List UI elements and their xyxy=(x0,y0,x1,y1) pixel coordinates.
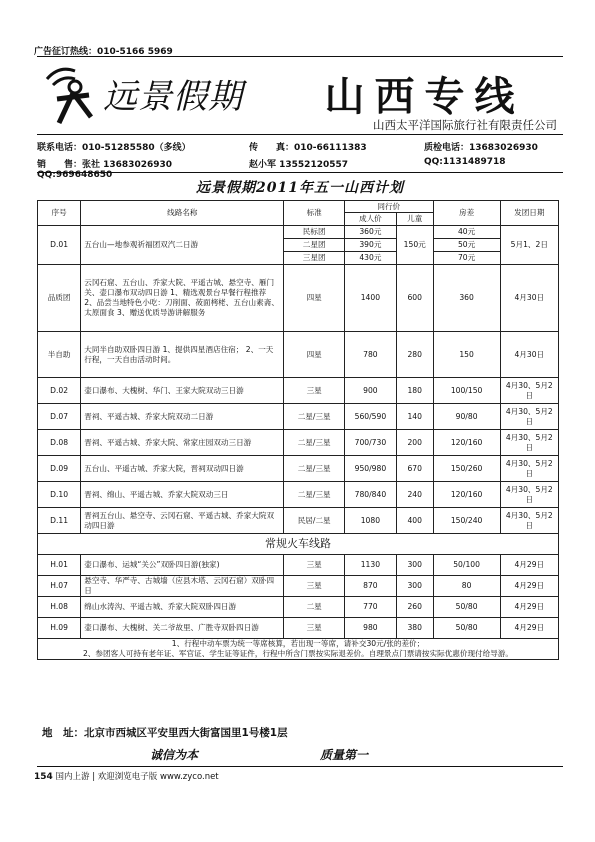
cell-child: 180 xyxy=(396,378,433,404)
cell-single: 90/80 xyxy=(433,404,500,430)
cell-depart: 4月29日 xyxy=(500,597,558,618)
plan-title: 远景假期2011年五一山西计划 xyxy=(196,180,404,196)
table-row xyxy=(38,618,559,639)
cell-single: 100/150 xyxy=(433,378,500,404)
sales-qq: QQ:1131489718 xyxy=(424,157,506,167)
logo xyxy=(37,59,277,125)
col-standard: 标准 xyxy=(284,201,345,226)
cell-no: H.07 xyxy=(38,576,81,597)
cell-no: H.08 xyxy=(38,597,81,618)
cell-single: 50/80 xyxy=(433,618,500,639)
table-row xyxy=(38,482,559,508)
cell-adult: 980 xyxy=(344,618,396,639)
cell-adult: 700/730 xyxy=(344,430,396,456)
cell-depart: 4月29日 xyxy=(500,618,558,639)
cell-adult: 870 xyxy=(344,576,396,597)
cell-child: 200 xyxy=(396,430,433,456)
cell-single: 50/80 xyxy=(433,597,500,618)
table-row: D.01 五台山—地参观祈福团双汽二日游 民标团 360元 150元 40元 5月1、2日 xyxy=(38,226,559,239)
table-row: 品质团 云冈石窟、五台山、乔家大院、平遥古城、悬空寺、雁门关、壶口瀑布双动四日游 1、精选观景台早餐行程推荐 2、品尝当地特色小吃：刀削面、莜面栲栳、五台山素斋、太原面食 3、赠送优质导游讲解服务 四星 1400 600 360 4月30日 xyxy=(38,265,559,332)
footer-rule xyxy=(37,766,563,767)
ad-hotline: 广告征订热线：010-5166 5969 xyxy=(34,47,173,57)
table-row xyxy=(38,404,559,430)
cell-single: 120/160 xyxy=(433,430,500,456)
cell-adult: 1080 xyxy=(344,508,396,534)
col-single: 房差 xyxy=(433,201,500,226)
logo-text: 远景假期 xyxy=(103,77,243,117)
note-1: 1、行程中动车票为统一等席核算，若出现一等席，请补交30元/张的差价； xyxy=(171,639,425,648)
cell-depart: 4月30、5月2日 xyxy=(500,508,558,534)
fax: 传 真：010-66111383 xyxy=(249,143,367,153)
cell-depart: 4月30、5月2日 xyxy=(500,430,558,456)
cell-no: H.09 xyxy=(38,618,81,639)
cell-depart: 4月29日 xyxy=(500,576,558,597)
table-row xyxy=(38,430,559,456)
tour-table: 序号 线路名称 标准 同行价 房差 发团日期 成人价 儿童 D.01 五台山—地参观祈福团双汽二日游 民标团 360元 150元 40元 5月1、2日 二星团 390元 50元 三星团 430元 70元 品质团 云冈石窟、五台山、乔家大院、平遥古城、悬空寺、雁门关、壶口瀑布双动四日游 1、精选观景台早餐行程推荐 2、品尝当地特色小吃：刀削面、莜面栲栳、五台山素斋、太原面食 3、赠送优质导游讲解服务 四星 1400 600 360 4月30日 半自助 大同半自助双卧四日游 1、提供四星酒店住宿； 2、一天行程，一天自由活动时间。 四星 780 280 150 4月30日 D.02 壶口瀑布、大槐树、华门、王家大院双动三日游 三星 900 180 100/150 4月30、5月2日 D.07 晋祠、平遥古城、乔家大院双动二日游 二星/三星 560/590 140 90/80 4月30、5月2日 D.08 晋祠、平遥古城、乔家大院、常家庄园双动三日游 二星/三星 700/730 200 120/160 4月30、5月2日 D.09 五台山、平遥古城、乔家大院，晋祠双动四日游 二星/三星 950/980 670 150/260 4月30、5月2日 D.10 晋祠、绵山、平遥古城、乔家大院双动三日 二星/三星 780/840 240 120/160 4月30、5月2日 D.11 晋祠五台山、悬空寺、云冈石窟、平遥古城、乔家大院双动四日游 民居/二星 1080 400 150/240 4月30、5月2日 常规火车线路 H.01 壶口瀑布、运城“关公”双卧四日游(独家) 三星 1130 300 50/100 4月29日 H.07 悬空寺、华严寺、古城墙（应县木塔、云冈石窟）双卧四日 三星 870 300 80 4月29日 H.08 绵山水涛沟、平遥古城、乔家大院双卧四日游 二星 770 260 50/80 4月29日 H.09 壶口瀑布、大槐树、关二爷故里、广胜寺双卧四日游 三星 980 380 50/80 4月29日 1、行程中动车票为统一等席核算，若出现一等席，请补交30元/张的差价； 2、参团客人可持有老年证、军官证、学生证等证件，行程中所含门票按实际退差价。自理景点门票请按实际优惠价现付给导游。 xyxy=(37,200,559,660)
sales-contact: 销 售：张社 13683026930 QQ:969648650 xyxy=(37,160,173,180)
cell-no: D.09 xyxy=(38,456,81,482)
cell-std: 三星 xyxy=(284,378,345,404)
table-row xyxy=(38,555,559,576)
cell-depart: 4月30、5月2日 xyxy=(500,378,558,404)
cell-adult: 1130 xyxy=(344,555,396,576)
col-depart: 发团日期 xyxy=(500,201,558,226)
cell-single: 80 xyxy=(433,576,500,597)
cell-std: 民居/二星 xyxy=(284,508,345,534)
qa-phone: 质检电话：13683026930 xyxy=(424,143,538,153)
cell-adult: 950/980 xyxy=(344,456,396,482)
cell-std: 三星 xyxy=(284,618,345,639)
table-row xyxy=(38,378,559,404)
table-row xyxy=(38,508,559,534)
cell-no: D.10 xyxy=(38,482,81,508)
slogan-2: 质量第一 xyxy=(320,748,369,762)
cell-route: 五台山、平遥古城、乔家大院，晋祠双动四日游 xyxy=(81,456,284,482)
company-name: 山西太平洋国际旅行社有限责任公司 xyxy=(373,118,557,132)
cell-std: 三星 xyxy=(284,555,345,576)
contact-row-1 xyxy=(37,140,563,153)
cell-adult: 780/840 xyxy=(344,482,396,508)
cell-child: 670 xyxy=(396,456,433,482)
cell-std: 二星/三星 xyxy=(284,456,345,482)
train-section-heading: 常规火车线路 xyxy=(38,534,559,555)
cell-route: 晋祠五台山、悬空寺、云冈石窟、平遥古城、乔家大院双动四日游 xyxy=(81,508,284,534)
cell-child: 260 xyxy=(396,597,433,618)
cell-child: 300 xyxy=(396,555,433,576)
note-2: 2、参团客人可持有老年证、军官证、学生证等证件，行程中所含门票按实际退差价。自理景点门票请按实际优惠价现付给导游。 xyxy=(82,649,514,658)
cell-std: 二星/三星 xyxy=(284,430,345,456)
cell-route: 悬空寺、华严寺、古城墙（应县木塔、云冈石窟）双卧四日 xyxy=(81,576,284,597)
cell-route: 晋祠、绵山、平遥古城、乔家大院双动三日 xyxy=(81,482,284,508)
cell-single: 150/240 xyxy=(433,508,500,534)
col-peer-price: 同行价 xyxy=(344,201,433,213)
table-row: 半自助 大同半自助双卧四日游 1、提供四星酒店住宿； 2、一天行程，一天自由活动时间。 四星 780 280 150 4月30日 xyxy=(38,332,559,378)
col-adult: 成人价 xyxy=(344,213,396,226)
cell-no: D.07 xyxy=(38,404,81,430)
cell-no: D.08 xyxy=(38,430,81,456)
site-link[interactable]: 欢迎浏览电子版 www.zyco.net xyxy=(97,772,219,782)
address: 地 址：北京市西城区平安里西大街富国里1号楼1层 xyxy=(42,727,288,739)
cell-depart: 4月29日 xyxy=(500,555,558,576)
cell-depart: 4月30、5月2日 xyxy=(500,456,558,482)
cell-depart: 4月30、5月2日 xyxy=(500,404,558,430)
col-child: 儿童 xyxy=(396,213,433,226)
cell-std: 二星/三星 xyxy=(284,482,345,508)
table-header xyxy=(38,201,559,213)
cell-no: D.11 xyxy=(38,508,81,534)
slogan-1: 诚信为本 xyxy=(150,748,199,762)
phone: 联系电话：010-51285580（多线） xyxy=(37,143,191,153)
cell-single: 150/260 xyxy=(433,456,500,482)
table-row xyxy=(38,597,559,618)
table-row xyxy=(38,456,559,482)
cell-child: 240 xyxy=(396,482,433,508)
brand-title: 山西专线 xyxy=(287,65,562,121)
notes xyxy=(38,639,559,660)
cell-route: 壶口瀑布、大槐树、关二爷故里、广胜寺双卧四日游 xyxy=(81,618,284,639)
slogans xyxy=(150,746,490,763)
cell-std: 二星/三星 xyxy=(284,404,345,430)
cell-route: 绵山水涛沟、平遥古城、乔家大院双卧四日游 xyxy=(81,597,284,618)
col-route: 线路名称 xyxy=(81,201,284,226)
table-row xyxy=(38,576,559,597)
cell-std: 三星 xyxy=(284,576,345,597)
cell-adult: 900 xyxy=(344,378,396,404)
cell-route: 壶口瀑布、运城“关公”双卧四日游(独家) xyxy=(81,555,284,576)
page-number: 154 xyxy=(34,772,53,782)
cell-child: 300 xyxy=(396,576,433,597)
cell-single: 50/100 xyxy=(433,555,500,576)
cell-route: 晋祠、平遥古城、乔家大院、常家庄园双动三日游 xyxy=(81,430,284,456)
cell-depart: 4月30、5月2日 xyxy=(500,482,558,508)
cell-single: 120/160 xyxy=(433,482,500,508)
sun-figure-icon xyxy=(37,59,107,125)
cell-child: 380 xyxy=(396,618,433,639)
sales-contact-2: 赵小军 13552120557 xyxy=(249,160,349,170)
cell-no: H.01 xyxy=(38,555,81,576)
cell-child: 400 xyxy=(396,508,433,534)
cell-adult: 770 xyxy=(344,597,396,618)
brand-header xyxy=(37,57,563,132)
cell-child: 140 xyxy=(396,404,433,430)
cell-adult: 560/590 xyxy=(344,404,396,430)
section-name: 国内上游 xyxy=(55,772,90,782)
header-rule-2 xyxy=(37,134,563,135)
cell-std: 二星 xyxy=(284,597,345,618)
cell-route: 壶口瀑布、大槐树、华门、王家大院双动三日游 xyxy=(81,378,284,404)
footer: 154 国内上游 | 欢迎浏览电子版 www.zyco.net xyxy=(34,772,219,782)
cell-no: D.02 xyxy=(38,378,81,404)
cell-route: 晋祠、平遥古城、乔家大院双动二日游 xyxy=(81,404,284,430)
header-rule-3 xyxy=(37,172,563,173)
col-no: 序号 xyxy=(38,201,81,226)
